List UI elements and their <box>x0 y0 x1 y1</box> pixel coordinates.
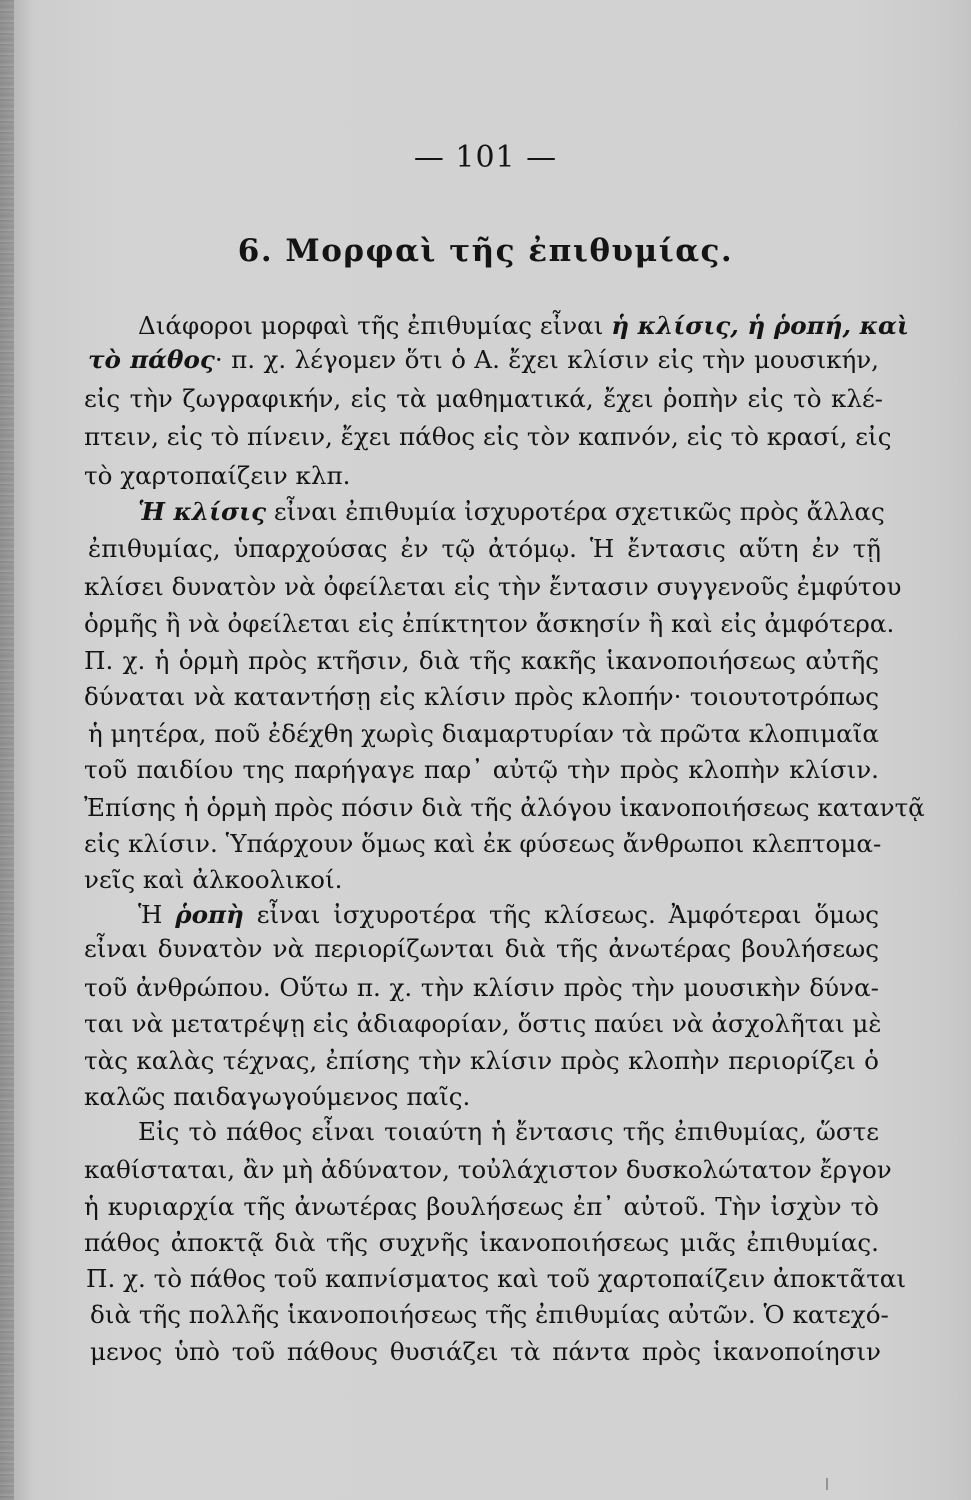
text-line: δύναται νὰ καταντήσῃ εἰς κλίσιν πρὸς κλοπήν· τοιουτοτρόπως <box>84 682 879 711</box>
text-line: Π. χ. ἡ ὁρμὴ πρὸς κτῆσιν, διὰ τῆς κακῆς ἱκανοποιήσεως αὐτῆς <box>84 646 879 675</box>
text-line: κλίσει δυνατὸν νὰ ὀφείλεται εἰς τὴν ἔντασιν συγγενοῦς ἐμφύτου <box>84 572 902 601</box>
page-number: — 101 — <box>413 140 558 175</box>
text-line: εἰς κλίσιν. Ὑπάρχουν ὅμως καὶ ἐκ φύσεως ἄνθρωποι κλεπτομα- <box>84 829 882 858</box>
text-line: ἐπιθυμίας, ὑπαρχούσας ἐν τῷ ἀτόμῳ. Ἡ ἔντασις αὕτη ἐν τῇ <box>88 534 881 563</box>
text-line: Π. χ. τὸ πάθος τοῦ καπνίσματος καὶ τοῦ χαρτοπαίζειν ἀποκτᾶται <box>86 1264 907 1293</box>
text-line: τοῦ ἀνθρώπου. Οὕτω π. χ. τὴν κλίσιν πρὸς τὴν μουσικὴν δύνα- <box>84 973 879 1002</box>
text-line: πτειν, εἰς τὸ πίνειν, ἔχει πάθος εἰς τὸν καπνόν, εἰς τὸ κρασί, εἰς <box>84 422 892 451</box>
text-line: πάθος ἀποκτᾷ διὰ τῆς συχνῆς ἱκανοποιήσεως μιᾶς ἐπιθυμίας. <box>84 1228 879 1257</box>
section-title: 6. Μορφαὶ τῆς ἐπιθυμίας. <box>237 233 734 269</box>
text-line: καλῶς παιδαγωγούμενος παῖς. <box>84 1082 471 1111</box>
text-line: ται νὰ μετατρέψῃ εἰς ἀδιαφορίαν, ὅστις παύει νὰ ἀσχολῆται μὲ <box>84 1009 882 1038</box>
text-line: τὰς καλὰς τέχνας, ἐπίσης τὴν κλίσιν πρὸς κλοπὴν περιορίζει ὁ <box>84 1046 879 1075</box>
text-line: ἡ μητέρα, ποῦ ἐδέχθη χωρὶς διαμαρτυρίαν τὰ πρῶτα κλοπιμαῖα <box>88 719 880 748</box>
book-spine-shadow <box>0 0 14 1500</box>
text-line: εἰς τὴν ζωγραφικήν, εἰς τὰ μαθηματικά, ἔχει ῥοπὴν εἰς τὸ κλέ- <box>84 384 883 413</box>
text-line: Ἐπίσης ἡ ὁρμὴ πρὸς πόσιν διὰ τῆς ἀλόγου ἱκανοποιήσεως καταντᾷ <box>84 793 925 822</box>
text-line: Εἰς τὸ πάθος εἶναι τοιαύτη ἡ ἔντασις τῆς ἐπιθυμίας, ὥστε <box>138 1117 879 1146</box>
text-line: ἡ κυριαρχία τῆς ἀνωτέρας βουλήσεως ἐπ᾽ αὐτοῦ. Τὴν ἰσχὺν τὸ <box>84 1192 879 1221</box>
text-line: Ἡ ῥοπὴ εἶναι ἰσχυροτέρα τῆς κλίσεως. Ἀμφότεραι ὅμως <box>138 900 879 929</box>
text-line: νεῖς καὶ ἀλκοολικοί. <box>84 865 343 894</box>
text-line: Ἡ κλίσις εἶναι ἐπιθυμία ἰσχυροτέρα σχετικῶς πρὸς ἄλλας <box>138 497 885 526</box>
text-line: διὰ τῆς πολλῆς ἱκανοποιήσεως τῆς ἐπιθυμίας αὐτῶν. Ὁ κατεχό- <box>90 1300 889 1329</box>
text-line: τοῦ παιδίου της παρήγαγε παρ᾽ αὐτῷ τὴν πρὸς κλοπὴν κλίσιν. <box>84 755 879 784</box>
text-line: τὸ πάθος· π. χ. λέγομεν ὅτι ὁ Α. ἔχει κλίσιν εἰς τὴν μουσικήν, <box>88 345 879 374</box>
text-line: Διάφοροι μορφαὶ τῆς ἐπιθυμίας εἶναι ἡ κλίσις, ἡ ῥοπή, καὶ <box>138 311 909 340</box>
text-line: καθίσταται, ἂν μὴ ἀδύνατον, τοὐλάχιστον δυσκολώτατον ἔργον <box>84 1155 892 1184</box>
text-line: μενος ὑπὸ τοῦ πάθους θυσιάζει τὰ πάντα πρὸς ἱκανοποίησιν <box>90 1337 881 1366</box>
text-line: εἶναι δυνατὸν νὰ περιορίζωνται διὰ τῆς ἀνωτέρας βουλήσεως <box>84 934 879 963</box>
text-line: ὁρμῆς ἢ νὰ ὀφείλεται εἰς ἐπίκτητον ἄσκησίν ἢ καὶ εἰς ἀμφότερα. <box>84 609 895 638</box>
scan-speck <box>826 1478 828 1490</box>
text-line: τὸ χαρτοπαίζειν κλπ. <box>84 461 351 490</box>
